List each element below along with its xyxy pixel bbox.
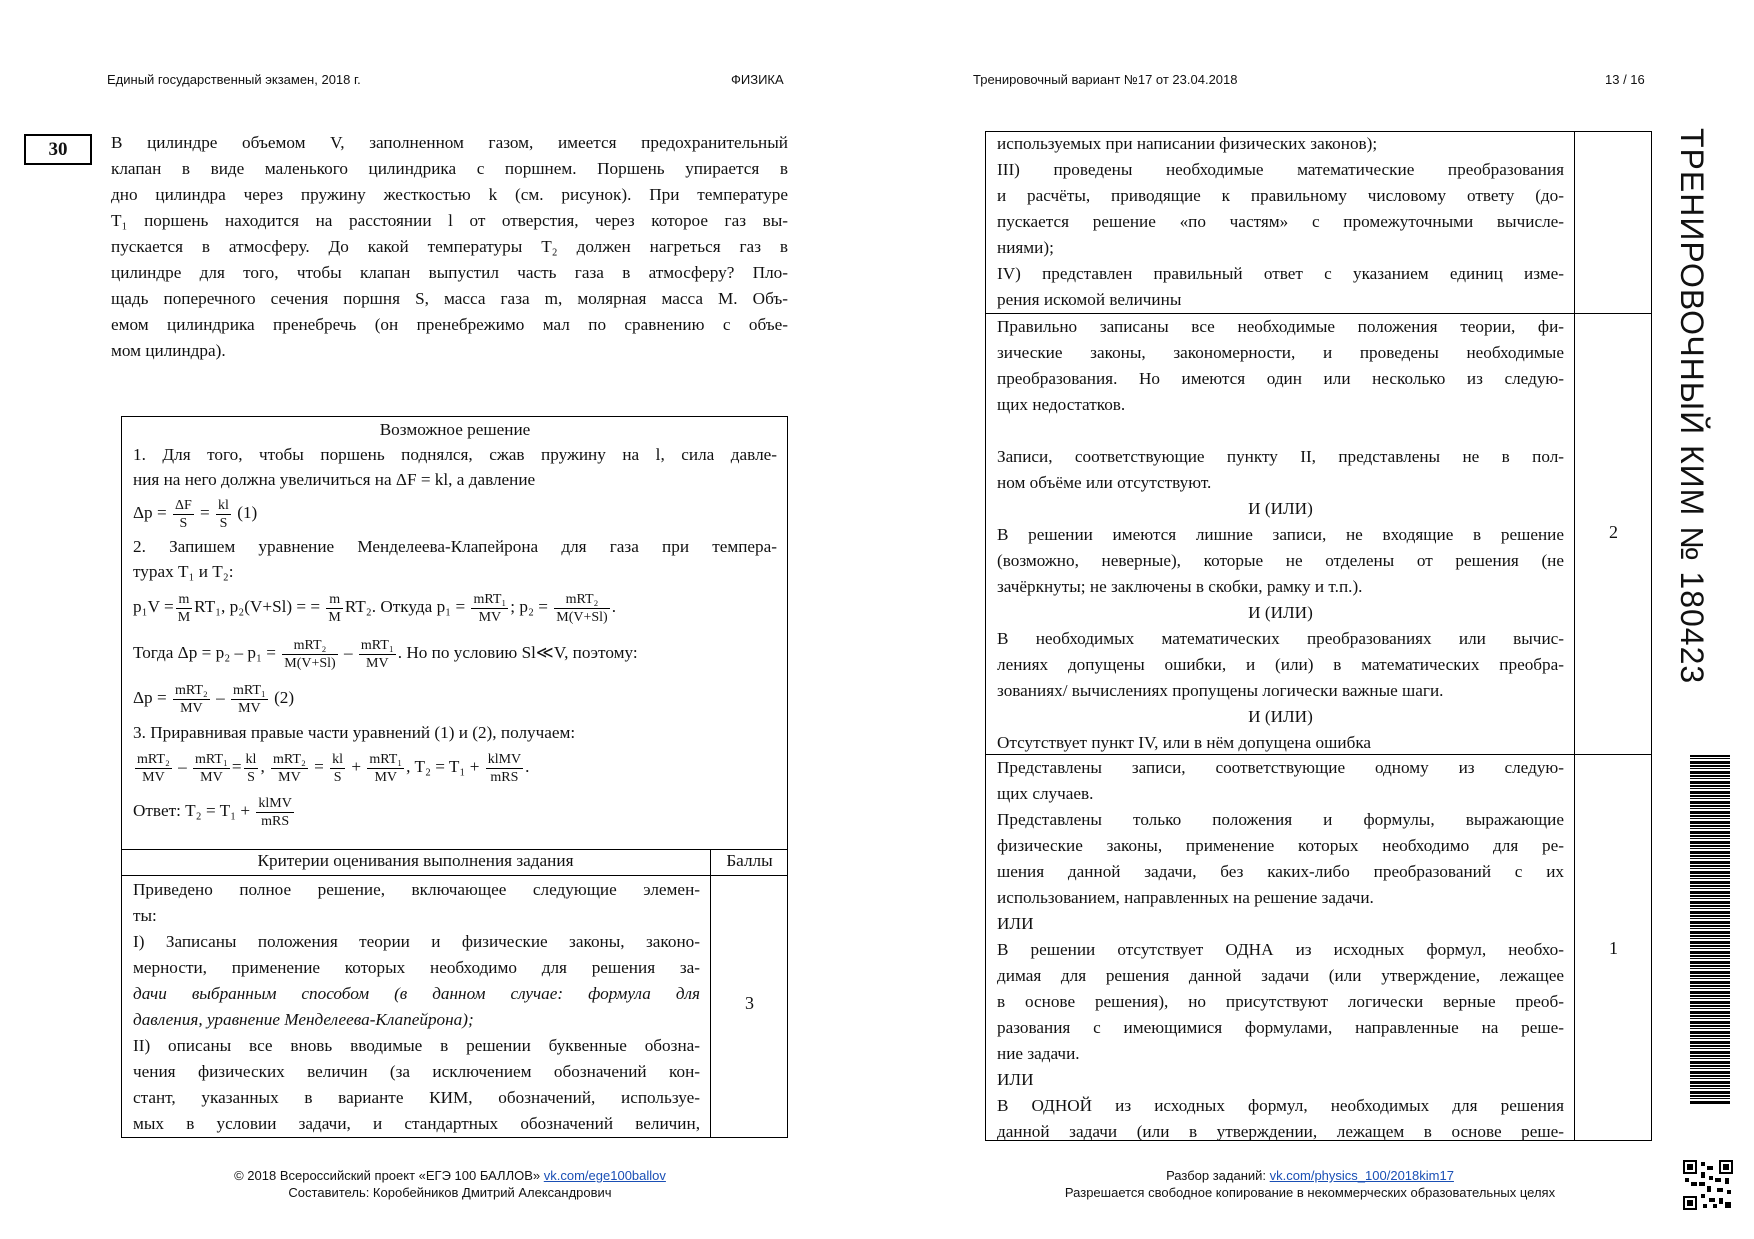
frac-den: MV: [478, 609, 502, 625]
criteria-or: ИЛИ: [997, 1070, 1034, 1089]
equation-5: [133, 745, 777, 789]
criteria-line: Приведено полное решение, включающее следующие элемен-: [133, 880, 700, 899]
eq-text: ; p₂ =: [510, 597, 548, 616]
criteria-or: ИЛИ: [997, 914, 1034, 933]
question-line: емом цилиндрика пренебречь (он пренебрежимо мал по сравнению с объе-: [111, 315, 788, 334]
criteria-line: пускается решение «по частям» с промежуточными вычисле-: [997, 212, 1564, 231]
solution-step-3: 3. Приравнивая правые части уравнений (1) и (2), получаем:: [133, 723, 576, 742]
eq-text: Δp =: [133, 503, 167, 522]
frac-num: mRT₂: [282, 637, 337, 655]
eq-text: +: [351, 757, 362, 776]
eq-tag: (1): [237, 503, 258, 522]
eq-text: .: [525, 757, 530, 776]
eq-text: –: [344, 643, 353, 662]
frac-den: M: [177, 609, 191, 625]
criteria-or: И (ИЛИ): [1248, 603, 1313, 622]
answer: [133, 789, 777, 833]
frac-num: kl: [332, 751, 344, 767]
eq-text: RT₂. Откуда p₁ =: [344, 597, 466, 616]
criteria-line: Представлены только положения и формулы, выражающие: [997, 810, 1564, 829]
eq-text: –: [216, 688, 225, 707]
criteria-header: Критерии оценивания выполнения задания: [257, 851, 574, 870]
frac-den: MV: [366, 655, 389, 671]
frac-den: mRS: [490, 769, 519, 785]
table-divider: [121, 875, 788, 876]
footer-link-vk-physics[interactable]: vk.com/physics_100/2018kim17: [1269, 1168, 1454, 1183]
criteria-line: зические законы, закономерности, и проведены необходимые: [997, 343, 1564, 362]
criteria-line: В ОДНОЙ из исходных формул, необходимых для решения: [997, 1096, 1564, 1115]
criteria-line: Представлены записи, соответствующие одному из следую-: [997, 758, 1564, 777]
criteria-line: Записи, соответствующие пункту II, представлены не в пол-: [997, 447, 1564, 466]
criteria-row-3-text: [133, 877, 700, 1137]
frac-den: MV: [238, 700, 261, 716]
criteria-line: ниями);: [997, 238, 1054, 257]
header-page-number: 13 / 16: [1605, 72, 1645, 87]
equation-4: [133, 676, 777, 720]
criteria-line: (возможно, неверные), которые не отделены от решения (не: [997, 551, 1564, 570]
eq-text: =: [200, 503, 210, 522]
criteria-line: зованиях/ вычислениях пропущены логически важные шаги.: [997, 681, 1444, 700]
criteria-row-1-score: 1: [1609, 938, 1618, 958]
footer-author: Составитель: Коробейников Дмитрий Александрович: [288, 1185, 612, 1200]
criteria-line: ты:: [133, 906, 157, 925]
frac-den: MV: [142, 769, 165, 785]
eq-text: . Но по условию Sl≪V, поэтому:: [397, 643, 638, 662]
header-exam-title: Единый государственный экзамен, 2018 г.: [107, 72, 361, 87]
criteria-line: и расчёты, приводящие к правильному числовому ответу (до-: [997, 186, 1564, 205]
question-line: пускается в атмосферу. До какой температуры T₂ должен нагреться газ в: [111, 237, 788, 256]
solution-step-1: ния на него должна увеличиться на ΔF = kl, а давление: [133, 470, 536, 489]
criteria-row-1-text: [997, 755, 1564, 1145]
criteria-line: чения физических величин (за исключением обозначений кон-: [133, 1062, 700, 1081]
frac-den: mRS: [261, 813, 290, 829]
frac-num: kl: [245, 751, 257, 767]
frac-den: MV: [278, 769, 301, 785]
criteria-line: лениях допущены ошибки, и (или) в математических преобра-: [997, 655, 1564, 674]
table-divider: [121, 849, 788, 850]
qr-code-icon: [1683, 1160, 1733, 1210]
frac-num: m: [176, 591, 192, 609]
criteria-line: щих недостатков.: [997, 395, 1126, 414]
criteria-line: ние задачи.: [997, 1044, 1080, 1063]
frac-den: MV: [374, 769, 398, 785]
frac-den: MV: [200, 769, 223, 785]
criteria-line: Отсутствует пункт IV, или в нём допущена ошибка: [997, 733, 1372, 752]
criteria-line: В решении имеются лишние записи, не входящие в решение: [997, 525, 1564, 544]
eq-text: p₁V =: [133, 597, 174, 616]
frac-num: mRT₁: [369, 751, 403, 767]
eq-text: , T₂ = T₁ +: [406, 757, 480, 776]
frac-num: mRT₁: [195, 751, 228, 767]
eq-text: Тогда Δp = p₂ – p₁ =: [133, 643, 276, 662]
frac-den: M(V+Sl): [284, 655, 336, 671]
criteria-or: И (ИЛИ): [1248, 707, 1313, 726]
criteria-line: IV) представлен правильный ответ с указанием единиц изме-: [997, 264, 1564, 283]
side-variant-label: ТРЕНИРОВОЧНЫЙ КИМ № 180423: [1674, 128, 1710, 685]
eq-text: RT₁, p₂(V+Sl) = =: [194, 597, 321, 616]
footer-copyright: © 2018 Всероссийский проект «ЕГЭ 100 БАЛЛОВ»: [234, 1168, 541, 1183]
eq-text: –: [178, 757, 187, 776]
question-line: T₁ поршень находится на расстоянии l от отверстия, через которое газ вы-: [111, 211, 788, 230]
frac-num: klMV: [258, 795, 292, 811]
criteria-line: используемых при написании физических законов);: [997, 134, 1378, 153]
question-line: клапан в виде маленького цилиндрика с поршнем. Поршень упирается в: [111, 159, 788, 178]
solution-title: Возможное решение: [379, 420, 531, 439]
question-line: В цилиндре объемом V, заполненном газом, имеется предохранительный: [111, 133, 788, 152]
barcode-icon: [1690, 755, 1730, 1105]
footer-left: [150, 1167, 750, 1201]
criteria-line: В решении отсутствует ОДНА из исходных формул, необхо-: [997, 940, 1564, 959]
criteria-row-2-score: 2: [1609, 522, 1618, 542]
table-divider: [1574, 131, 1575, 1141]
frac-num: mRT₁: [473, 591, 507, 607]
criteria-line: димая для решения данной задачи (или утверждение, лежащее: [997, 966, 1564, 985]
frac-den: M: [328, 609, 341, 625]
criteria-line: давления, уравнение Менделеева-Клапейрона);: [133, 1010, 474, 1029]
points-header: Баллы: [726, 851, 773, 870]
criteria-line: мых в условии задачи, и стандартных обозначений величин,: [133, 1114, 700, 1133]
question-text: [111, 130, 788, 364]
criteria-line: III) проведены необходимые математические преобразования: [997, 160, 1564, 179]
frac-num: klMV: [487, 751, 522, 767]
footer-link-vk-ege[interactable]: vk.com/ege100ballov: [543, 1168, 666, 1183]
criteria-line: стант, указанных в варианте КИМ, обозначений, используе-: [133, 1088, 700, 1107]
criteria-line: рения искомой величины: [997, 290, 1182, 309]
criteria-line: Правильно записаны все необходимые положения теории, фи-: [997, 317, 1564, 336]
equation-2: [133, 584, 777, 630]
criteria-line: шения данной задачи, без каких-либо преобразований с их: [997, 862, 1564, 881]
eq-text: Δp =: [133, 688, 167, 707]
question-number: 30: [24, 134, 92, 165]
criteria-row-2-text: [997, 314, 1564, 756]
equation-3: [133, 630, 777, 676]
criteria-line: разования с имеющимися формулами, направленные на реше-: [997, 1018, 1564, 1037]
question-line: цилиндре для того, чтобы клапан выпустил часть газа в атмосферу? Пло-: [111, 263, 788, 282]
criteria-line: II) описаны все вновь вводимые в решении буквенные обозна-: [133, 1036, 700, 1055]
eq-tag: (2): [274, 688, 295, 707]
criteria-line: данной задачи (или в утверждении, лежащем в основе реше-: [997, 1122, 1564, 1141]
frac-num: mRT₂: [137, 751, 170, 767]
frac-num: mRT₂: [554, 591, 609, 609]
eq-text: Ответ: T₂ = T₁ +: [133, 801, 251, 820]
solution-step-2: турах T₁ и T₂:: [133, 562, 234, 581]
possible-solution: [133, 417, 777, 833]
question-line: дно цилиндра через пружину жесткостью k (см. рисунок). При температуре: [111, 185, 788, 204]
frac-num: mRT₁: [360, 637, 394, 653]
header-subject: ФИЗИКА: [731, 72, 784, 87]
frac-den: S: [333, 769, 342, 785]
question-line: щадь поперечного сечения поршня S, масса газа m, молярная масса M. Объ-: [111, 289, 788, 308]
criteria-line: использованием, направленных на решение задачи.: [997, 888, 1374, 907]
eq-text: =: [231, 757, 242, 776]
eq-text: =: [314, 757, 324, 776]
frac-num: mRT₁: [232, 682, 266, 698]
criteria-row-3-score: 3: [745, 993, 754, 1013]
criteria-line: мерности, применение которых необходимо для решения за-: [133, 958, 700, 977]
footer-right: [1000, 1167, 1620, 1201]
question-line: мом цилиндра).: [111, 341, 226, 360]
criteria-line: I) Записаны положения теории и физические законы, законо-: [133, 932, 700, 951]
criteria-line: щих случаев.: [997, 784, 1094, 803]
frac-den: S: [179, 515, 188, 531]
frac-num: mRT₂: [174, 682, 208, 698]
equation-1: [133, 492, 777, 534]
criteria-line: дачи выбранным способом (в данном случае: формула для: [133, 984, 700, 1003]
header-variant: Тренировочный вариант №17 от 23.04.2018: [973, 72, 1238, 87]
eq-text: ,: [260, 757, 265, 776]
eq-text: .: [611, 597, 617, 616]
footer-license: Разрешается свободное копирование в некоммерческих образовательных целях: [1064, 1185, 1556, 1200]
criteria-row-3-continued: [997, 131, 1564, 313]
criteria-line: физические законы, применение которых необходимо для ре-: [997, 836, 1564, 855]
solution-step-1: 1. Для того, чтобы поршень поднялся, сжав пружину на l, сила давле-: [133, 445, 777, 464]
frac-num: ΔF: [174, 497, 192, 513]
footer-analysis-label: Разбор заданий:: [1166, 1168, 1267, 1183]
frac-num: kl: [218, 497, 229, 513]
frac-num: m: [326, 591, 342, 609]
frac-den: S: [219, 515, 228, 531]
criteria-line: в основе решения), но присутствуют логически верные преоб-: [997, 992, 1564, 1011]
criteria-spacer: [997, 418, 1564, 444]
criteria-line: В необходимых математических преобразованиях или вычис-: [997, 629, 1564, 648]
criteria-or: И (ИЛИ): [1248, 499, 1313, 518]
criteria-line: преобразования. Но имеются один или несколько из следую-: [997, 369, 1564, 388]
frac-den: S: [247, 769, 255, 785]
criteria-line: зачёркнуты; не заключены в скобки, рамку и т.п.).: [997, 577, 1363, 596]
frac-den: M(V+Sl): [556, 609, 608, 625]
solution-step-2: 2. Запишем уравнение Менделеева-Клапейрона для газа при темпера-: [133, 537, 777, 556]
frac-den: MV: [180, 700, 203, 716]
criteria-line: ном объёме или отсутствуют.: [997, 473, 1212, 492]
frac-num: mRT₂: [273, 751, 306, 767]
